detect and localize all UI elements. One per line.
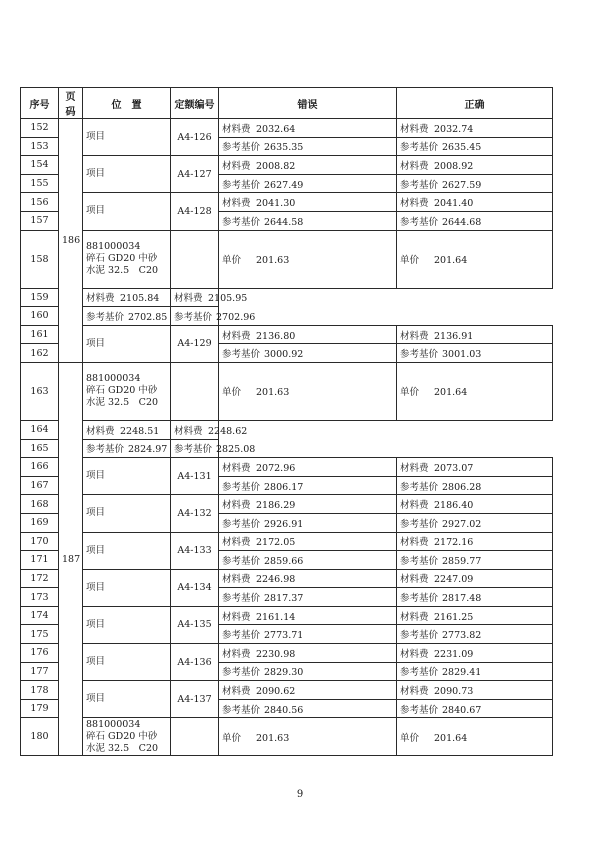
amount-label: 参考基价: [222, 216, 261, 228]
amount-label: 参考基价: [400, 179, 439, 191]
wrong-value-cell: [219, 681, 397, 700]
amount-value: 2090.62: [256, 686, 296, 698]
amount-label: 单价: [222, 387, 242, 399]
amount-label: 参考基价: [174, 311, 213, 323]
amount-value: 2105.95: [208, 293, 248, 305]
serial-cell: 166: [21, 458, 59, 477]
amount-label: 材料费: [222, 123, 251, 135]
page-number: 9: [296, 789, 304, 800]
table-row: [21, 230, 553, 288]
table-row: [21, 495, 553, 514]
correct-value-cell: [397, 230, 553, 288]
serial-cell: 164: [21, 420, 59, 439]
wrong-value-cell: [219, 211, 397, 230]
serial-cell: 152: [21, 119, 59, 138]
serial-cell: 161: [21, 325, 59, 344]
amount-label: 参考基价: [400, 593, 439, 605]
amount-value: 2186.40: [434, 500, 474, 512]
position-line: 碎石 GD20 中砂: [86, 253, 158, 265]
table-row: [21, 420, 553, 439]
wrong-value-cell: [219, 718, 397, 756]
position-cell: 项目: [83, 325, 171, 362]
amount-label: 参考基价: [400, 142, 439, 154]
amount-label: 材料费: [222, 330, 251, 342]
amount-value: 2136.80: [256, 330, 296, 342]
table-row: [21, 193, 553, 212]
position-cell: 项目: [83, 458, 171, 495]
serial-cell: 178: [21, 681, 59, 700]
serial-cell: 172: [21, 569, 59, 588]
correct-value-cell: [397, 476, 553, 495]
wrong-value-cell: [219, 513, 397, 532]
position-cell: 项目: [83, 495, 171, 532]
wrong-value-cell: [219, 458, 397, 477]
position-cell: [83, 362, 171, 420]
amount-label: 单价: [400, 732, 420, 744]
wrong-value-cell: [83, 439, 171, 458]
amount-label: 材料费: [86, 293, 115, 305]
amount-label: 材料费: [400, 648, 429, 660]
serial-cell: 174: [21, 606, 59, 625]
amount-value: 2773.82: [442, 630, 482, 642]
correct-value-cell: [397, 625, 553, 644]
correct-value-cell: [397, 156, 553, 175]
correct-value-cell: [397, 119, 553, 138]
wrong-value-cell: [219, 119, 397, 138]
serial-cell: 168: [21, 495, 59, 514]
amount-value: 2008.82: [256, 160, 296, 172]
quota-code-cell: [171, 718, 219, 756]
header-serial: 序号: [21, 88, 59, 119]
position-cell: 项目: [83, 606, 171, 643]
table-row: [21, 439, 553, 458]
position-line: 碎石 GD20 中砂: [86, 385, 158, 397]
correct-value-cell: [397, 644, 553, 663]
amount-value: 201.63: [256, 387, 290, 399]
correct-value-cell: [171, 439, 256, 458]
table-row: [21, 307, 553, 326]
amount-value: 2041.30: [256, 198, 296, 210]
amount-label: 材料费: [400, 123, 429, 135]
amount-value: 2824.97: [128, 444, 168, 456]
wrong-value-cell: [219, 325, 397, 344]
wrong-value-cell: [219, 362, 397, 420]
amount-value: 2840.67: [442, 704, 482, 716]
amount-label: 参考基价: [222, 142, 261, 154]
serial-cell: 160: [21, 307, 59, 326]
amount-value: 2859.77: [442, 555, 482, 567]
amount-label: 材料费: [400, 330, 429, 342]
wrong-value-cell: [83, 420, 171, 439]
correct-value-cell: [397, 193, 553, 212]
amount-value: 2817.48: [442, 593, 482, 605]
header-wrong: 错误: [219, 88, 397, 119]
amount-label: 材料费: [222, 198, 251, 210]
serial-cell: 175: [21, 625, 59, 644]
table-row: [21, 644, 553, 663]
serial-cell: 176: [21, 644, 59, 663]
amount-value: 2859.66: [264, 555, 304, 567]
amount-label: 参考基价: [222, 518, 261, 530]
wrong-value-cell: [219, 476, 397, 495]
wrong-value-cell: [219, 532, 397, 551]
correct-value-cell: [397, 344, 553, 363]
amount-label: 材料费: [222, 462, 251, 474]
page-cell: 187: [59, 362, 83, 756]
amount-label: 参考基价: [222, 481, 261, 493]
correct-value-cell: [397, 588, 553, 607]
amount-label: 材料费: [400, 500, 429, 512]
position-line: 水泥 32.5 C20: [86, 742, 159, 754]
quota-code-cell: A4-135: [171, 606, 219, 643]
amount-label: 参考基价: [400, 630, 439, 642]
amount-value: 2246.98: [256, 574, 296, 586]
amount-value: 201.63: [256, 732, 290, 744]
amount-value: 2008.92: [434, 160, 474, 172]
amount-value: 2041.40: [434, 198, 474, 210]
wrong-value-cell: [83, 288, 171, 307]
amount-value: 2635.35: [264, 142, 304, 154]
amount-label: 材料费: [222, 611, 251, 623]
amount-value: 2829.30: [264, 667, 304, 679]
amount-value: 2702.96: [216, 311, 256, 323]
amount-value: 2927.02: [442, 518, 482, 530]
header-quota-code: 定额编号: [171, 88, 219, 119]
serial-cell: 165: [21, 439, 59, 458]
header-page: 页码: [59, 88, 83, 119]
serial-cell: 171: [21, 551, 59, 570]
amount-label: 材料费: [222, 500, 251, 512]
serial-cell: 180: [21, 718, 59, 756]
table-row: [21, 325, 553, 344]
page-cell: 186: [59, 119, 83, 363]
amount-label: 材料费: [174, 425, 203, 437]
amount-label: 单价: [400, 387, 420, 399]
amount-value: 2090.73: [434, 686, 474, 698]
header-correct: 正确: [397, 88, 553, 119]
table-header-row: [21, 88, 553, 119]
amount-value: 2032.64: [256, 123, 296, 135]
amount-value: 2172.16: [434, 537, 474, 549]
amount-value: 201.64: [434, 387, 468, 399]
wrong-value-cell: [219, 588, 397, 607]
serial-cell: 153: [21, 137, 59, 156]
amount-label: 参考基价: [222, 349, 261, 361]
amount-value: 2627.59: [442, 179, 482, 191]
errata-table: [20, 87, 553, 756]
serial-cell: 177: [21, 662, 59, 681]
position-line: 碎石 GD20 中砂: [86, 730, 158, 742]
position-cell: 项目: [83, 193, 171, 230]
amount-label: 参考基价: [222, 555, 261, 567]
amount-label: 参考基价: [222, 630, 261, 642]
quota-code-cell: [171, 230, 219, 288]
correct-value-cell: [397, 137, 553, 156]
correct-value-cell: [397, 699, 553, 718]
position-cell: 项目: [83, 569, 171, 606]
quota-code-cell: A4-129: [171, 325, 219, 362]
amount-value: 3001.03: [442, 349, 482, 361]
amount-label: 材料费: [400, 611, 429, 623]
position-cell: 项目: [83, 119, 171, 156]
serial-cell: 169: [21, 513, 59, 532]
quota-code-cell: A4-128: [171, 193, 219, 230]
amount-label: 参考基价: [222, 704, 261, 716]
amount-value: 2230.98: [256, 648, 296, 660]
position-cell: 项目: [83, 532, 171, 569]
wrong-value-cell: [219, 569, 397, 588]
wrong-value-cell: [219, 606, 397, 625]
wrong-value-cell: [83, 307, 171, 326]
table-row: [21, 681, 553, 700]
amount-label: 参考基价: [400, 518, 439, 530]
amount-value: 2825.08: [216, 444, 256, 456]
serial-cell: 157: [21, 211, 59, 230]
quota-code-cell: A4-132: [171, 495, 219, 532]
serial-cell: 159: [21, 288, 59, 307]
correct-value-cell: [171, 307, 256, 326]
table-row: [21, 606, 553, 625]
amount-value: 2702.85: [128, 311, 168, 323]
amount-value: 201.64: [434, 732, 468, 744]
quota-code-cell: A4-134: [171, 569, 219, 606]
amount-label: 参考基价: [86, 311, 125, 323]
amount-value: 2032.74: [434, 123, 474, 135]
amount-value: 2072.96: [256, 462, 296, 474]
amount-value: 2073.07: [434, 462, 474, 474]
quota-code-cell: A4-133: [171, 532, 219, 569]
correct-value-cell: [397, 681, 553, 700]
wrong-value-cell: [219, 193, 397, 212]
position-line: 881000034: [86, 718, 141, 730]
quota-code-cell: A4-136: [171, 644, 219, 681]
correct-value-cell: [397, 532, 553, 551]
header-position: 位 置: [83, 88, 171, 119]
correct-value-cell: [171, 288, 248, 307]
serial-cell: 179: [21, 699, 59, 718]
amount-label: 材料费: [86, 425, 115, 437]
amount-value: 2247.09: [434, 574, 474, 586]
amount-label: 参考基价: [400, 216, 439, 228]
table-row: [21, 532, 553, 551]
amount-value: 2248.62: [208, 425, 248, 437]
amount-label: 材料费: [222, 160, 251, 172]
amount-label: 材料费: [222, 537, 251, 549]
position-cell: [83, 718, 171, 756]
correct-value-cell: [397, 325, 553, 344]
amount-label: 参考基价: [222, 667, 261, 679]
amount-value: 2172.05: [256, 537, 296, 549]
amount-label: 材料费: [400, 160, 429, 172]
serial-cell: 155: [21, 174, 59, 193]
amount-label: 材料费: [400, 686, 429, 698]
table-row: [21, 718, 553, 756]
amount-value: 2806.28: [442, 481, 482, 493]
position-cell: 项目: [83, 644, 171, 681]
amount-label: 单价: [222, 732, 242, 744]
wrong-value-cell: [219, 644, 397, 663]
quota-code-cell: A4-127: [171, 156, 219, 193]
correct-value-cell: [171, 420, 248, 439]
wrong-value-cell: [219, 344, 397, 363]
correct-value-cell: [397, 174, 553, 193]
position-line: 881000034: [86, 373, 141, 385]
quota-code-cell: A4-131: [171, 458, 219, 495]
serial-cell: 158: [21, 230, 59, 288]
amount-value: 2840.56: [264, 704, 304, 716]
correct-value-cell: [397, 551, 553, 570]
amount-value: 201.64: [434, 255, 468, 267]
quota-code-cell: A4-137: [171, 681, 219, 718]
correct-value-cell: [397, 458, 553, 477]
wrong-value-cell: [219, 156, 397, 175]
amount-label: 参考基价: [400, 667, 439, 679]
amount-value: 3000.92: [264, 349, 304, 361]
amount-value: 2161.25: [434, 611, 474, 623]
table-body: [21, 119, 553, 756]
position-cell: [83, 230, 171, 288]
amount-value: 2773.71: [264, 630, 304, 642]
correct-value-cell: [397, 718, 553, 756]
table-row: [21, 569, 553, 588]
amount-label: 参考基价: [174, 444, 213, 456]
table-row: [21, 156, 553, 175]
correct-value-cell: [397, 495, 553, 514]
amount-label: 单价: [400, 255, 420, 267]
position-line: 水泥 32.5 C20: [86, 265, 159, 277]
serial-cell: 162: [21, 344, 59, 363]
serial-cell: 156: [21, 193, 59, 212]
quota-code-cell: [171, 362, 219, 420]
amount-label: 材料费: [222, 648, 251, 660]
position-line: 水泥 32.5 C20: [86, 397, 159, 409]
quota-code-cell: A4-126: [171, 119, 219, 156]
amount-value: 2186.29: [256, 500, 296, 512]
amount-value: 2136.91: [434, 330, 474, 342]
correct-value-cell: [397, 211, 553, 230]
serial-cell: 173: [21, 588, 59, 607]
table-row: [21, 288, 553, 307]
amount-label: 材料费: [222, 574, 251, 586]
wrong-value-cell: [219, 551, 397, 570]
amount-value: 2926.91: [264, 518, 304, 530]
position-cell: 项目: [83, 156, 171, 193]
wrong-value-cell: [219, 137, 397, 156]
amount-value: 2635.45: [442, 142, 482, 154]
correct-value-cell: [397, 513, 553, 532]
amount-label: 参考基价: [400, 555, 439, 567]
amount-label: 参考基价: [400, 481, 439, 493]
correct-value-cell: [397, 569, 553, 588]
position-line: 881000034: [86, 241, 141, 253]
table-row: [21, 119, 553, 138]
amount-value: 2817.37: [264, 593, 304, 605]
wrong-value-cell: [219, 625, 397, 644]
amount-label: 参考基价: [400, 349, 439, 361]
amount-value: 2806.17: [264, 481, 304, 493]
amount-label: 单价: [222, 255, 242, 267]
wrong-value-cell: [219, 495, 397, 514]
amount-value: 2161.14: [256, 611, 296, 623]
amount-label: 材料费: [400, 574, 429, 586]
serial-cell: 163: [21, 362, 59, 420]
serial-cell: 170: [21, 532, 59, 551]
amount-label: 材料费: [400, 462, 429, 474]
serial-cell: 167: [21, 476, 59, 495]
correct-value-cell: [397, 662, 553, 681]
wrong-value-cell: [219, 662, 397, 681]
table-row: [21, 458, 553, 477]
amount-value: 2829.41: [442, 667, 482, 679]
amount-value: 2627.49: [264, 179, 304, 191]
amount-label: 材料费: [400, 537, 429, 549]
table-row: [21, 362, 553, 420]
amount-label: 材料费: [400, 198, 429, 210]
amount-value: 2644.58: [264, 216, 304, 228]
amount-label: 参考基价: [86, 444, 125, 456]
amount-label: 参考基价: [222, 179, 261, 191]
amount-label: 参考基价: [400, 704, 439, 716]
amount-label: 材料费: [174, 293, 203, 305]
correct-value-cell: [397, 362, 553, 420]
amount-value: 2644.68: [442, 216, 482, 228]
wrong-value-cell: [219, 699, 397, 718]
serial-cell: 154: [21, 156, 59, 175]
correct-value-cell: [397, 606, 553, 625]
wrong-value-cell: [219, 230, 397, 288]
amount-value: 2105.84: [120, 293, 160, 305]
amount-value: 2248.51: [120, 425, 160, 437]
amount-value: 201.63: [256, 255, 290, 267]
position-cell: 项目: [83, 681, 171, 718]
wrong-value-cell: [219, 174, 397, 193]
amount-value: 2231.09: [434, 648, 474, 660]
amount-label: 材料费: [222, 686, 251, 698]
amount-label: 参考基价: [222, 593, 261, 605]
